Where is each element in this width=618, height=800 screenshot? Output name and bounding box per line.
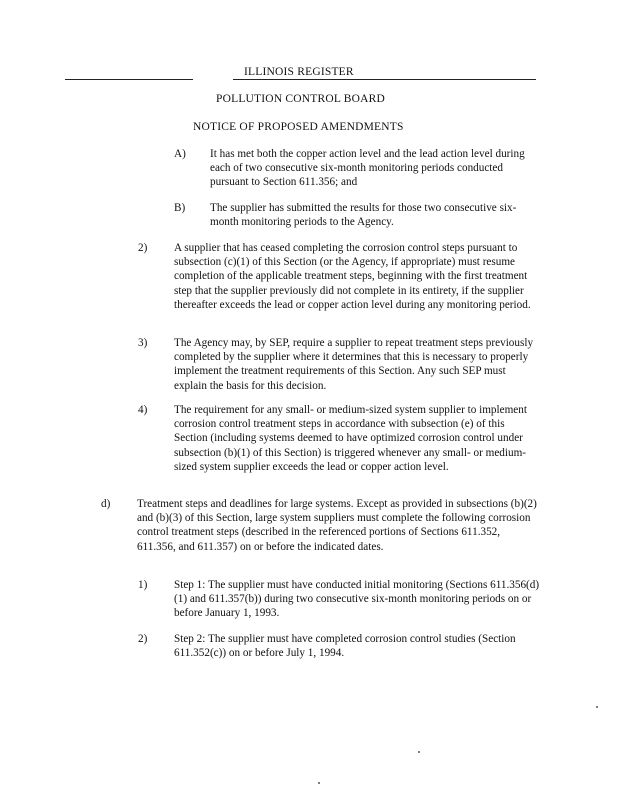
header-rule-right bbox=[233, 79, 536, 80]
header-rule-left bbox=[65, 79, 193, 80]
item-label-c2: 2) bbox=[138, 242, 148, 254]
scan-speck bbox=[418, 751, 420, 753]
item-label-c4: 4) bbox=[138, 404, 148, 416]
item-text-A: It has met both the copper action level and the lead action level during each of two consecutive six-month monitoring periods conducted pursuant to Section 611.356; and bbox=[210, 148, 525, 189]
item-text-c3: The Agency may, by SEP, require a supplier to repeat treatment steps previously completed by the supplier where it determines that this is necessary to properly implement the treatment requirements of this Section. Any such SEP must explain the basis for this decision. bbox=[174, 337, 534, 392]
item-label-d: d) bbox=[101, 498, 111, 510]
item-text-B: The supplier has submitted the results for those two consecutive six-month monitoring periods to the Agency. bbox=[210, 202, 517, 229]
item-text-c4: The requirement for any small- or medium-sized system supplier to implement corrosion control treatment steps in accordance with subsection (e) of this Section (including systems deemed to have optimized corrosion control under subsection (b)(1) of this Section) is triggered whenever any small- or medium-sized system supplier exceeds the lead or copper action level. bbox=[174, 404, 527, 473]
item-text-c2: A supplier that has ceased completing the corrosion control steps pursuant to subsection (c)(1) of this Section (or the Agency, if appropriate) must resume completion of the applicable treatment steps, beginning with the first treatment step that the supplier previously did not complete in its entirety, if the supplier thereafter exceeds the lead or copper action level during any monitoring period. bbox=[174, 242, 531, 311]
board-title: POLLUTION CONTROL BOARD bbox=[216, 93, 386, 105]
item-text-d: Treatment steps and deadlines for large systems. Except as provided in subsections (b)(2) and (b)(3) of this Section, large system suppliers must complete the following corrosion control treatment steps (described in the referenced portions of Sections 611.352, 611.356, and 611.357) on or before the indicated dates. bbox=[137, 498, 537, 553]
notice-title: NOTICE OF PROPOSED AMENDMENTS bbox=[193, 121, 404, 133]
item-label-d2: 2) bbox=[138, 633, 148, 645]
item-text-d1: Step 1: The supplier must have conducted initial monitoring (Sections 611.356(d)(1) and 611.357(b)) during two consecutive six-month monitoring periods on or before January 1, 1993. bbox=[174, 579, 540, 620]
item-text-d2: Step 2: The supplier must have completed corrosion control studies (Section 611.352(c)) on or before July 1, 1994. bbox=[174, 633, 516, 660]
item-label-B: B) bbox=[174, 202, 186, 214]
scan-speck bbox=[596, 706, 598, 708]
scan-speck bbox=[318, 782, 320, 784]
item-label-A: A) bbox=[174, 148, 186, 160]
register-title: ILLINOIS REGISTER bbox=[244, 66, 354, 78]
item-label-d1: 1) bbox=[138, 579, 148, 591]
item-label-c3: 3) bbox=[138, 337, 148, 349]
